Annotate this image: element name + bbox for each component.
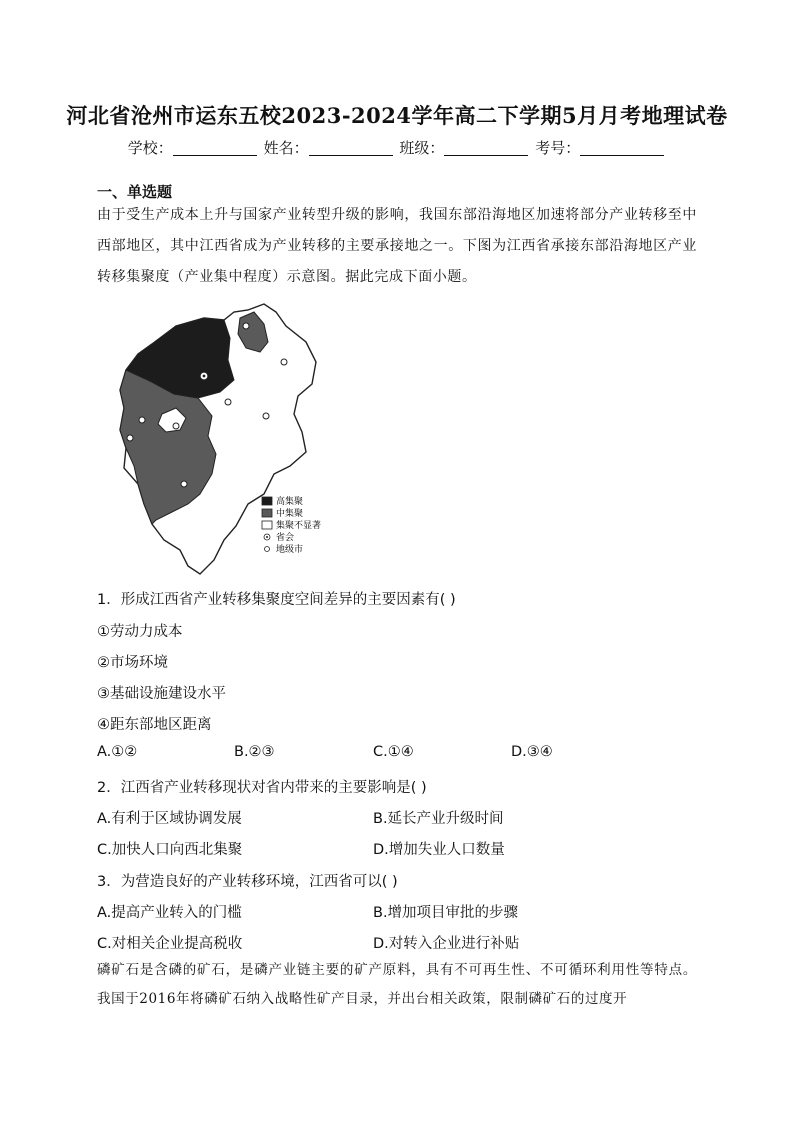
q1-option-b[interactable]: B.②③ — [234, 744, 275, 760]
school-blank[interactable] — [173, 141, 257, 156]
city-marker — [263, 413, 269, 419]
q1-item-4: ④距东部地区距离 — [97, 717, 212, 733]
q1-option-d[interactable]: D.③④ — [511, 744, 553, 760]
q3-option-c[interactable]: C.对相关企业提高税收 — [97, 936, 243, 952]
q3-options-row-2 — [97, 932, 717, 954]
q1-item-2: ②市场环境 — [97, 655, 168, 671]
q2-options-row-1 — [97, 807, 717, 829]
legend-low: 集聚不显著 — [276, 521, 322, 531]
class-blank[interactable] — [444, 141, 528, 156]
city-marker — [181, 481, 187, 487]
exam-number-label: 考号： — [535, 139, 581, 157]
map-legend — [262, 495, 321, 555]
school-label: 学校： — [127, 139, 173, 157]
section-heading: 一、单选题 — [97, 183, 173, 201]
q3-option-a[interactable]: A.提高产业转入的门槛 — [97, 905, 242, 921]
city-marker — [225, 399, 231, 405]
q2-option-d[interactable]: D.增加失业人口数量 — [373, 842, 505, 858]
q2-option-b[interactable]: B.延长产业升级时间 — [373, 811, 504, 827]
exam-number-blank[interactable] — [580, 141, 664, 156]
q1-option-c[interactable]: C.①④ — [373, 744, 414, 760]
class-label: 班级： — [399, 139, 445, 157]
question-1-stem: 1．形成江西省产业转移集聚度空间差异的主要因素有( ) — [97, 592, 456, 608]
q1-options — [97, 744, 717, 766]
q1-item-3: ③基础设施建设水平 — [97, 686, 226, 702]
legend-high: 高集聚 — [276, 497, 304, 507]
q3-option-d[interactable]: D.对转入企业进行补贴 — [373, 936, 520, 952]
q1-item-1: ①劳动力成本 — [97, 624, 183, 640]
question-3-stem: 3．为营造良好的产业转移环境，江西省可以( ) — [97, 874, 398, 890]
q2-option-a[interactable]: A.有利于区域协调发展 — [97, 811, 242, 827]
name-label: 姓名： — [263, 139, 309, 157]
legend-medium: 中集聚 — [276, 509, 304, 519]
name-blank[interactable] — [309, 141, 393, 156]
provincial-capital-dot — [203, 375, 206, 378]
q2-option-c[interactable]: C.加快人口向西北集聚 — [97, 842, 243, 858]
q3-option-b[interactable]: B.增加项目审批的步骤 — [373, 905, 519, 921]
jiangxi-map-figure — [116, 298, 331, 580]
passage-industry-transfer: 由于受生产成本上升与国家产业转型升级的影响，我国东部沿海地区加速将部分产业转移至中西部地区，其中江西省成为产业转移的主要承接地之一。下图为江西省承接东部沿海地区产业转移集聚度（产业集中程度）示意图。据此完成下面小题。 — [97, 207, 697, 285]
legend-capital: 省会 — [276, 533, 295, 543]
city-marker — [281, 359, 287, 365]
city-marker — [173, 423, 179, 429]
city-marker — [139, 417, 145, 423]
city-marker — [127, 435, 133, 441]
legend-city: 地级市 — [276, 545, 304, 555]
exam-title: 河北省沧州市运东五校2023-2024学年高二下学期5月月考地理试卷 — [66, 103, 728, 128]
passage-phosphate: 磷矿石是含磷的矿石，是磷产业链主要的矿产原料，具有不可再生性、不可循环利用性等特点。我国于2016年将磷矿石纳入战略性矿产目录，并出台相关政策，限制磷矿石的过度开 — [97, 962, 697, 1007]
q3-options-row-1 — [97, 901, 717, 923]
student-info-line — [0, 137, 794, 158]
q2-options-row-2 — [97, 838, 717, 860]
question-2-stem: 2．江西省产业转移现状对省内带来的主要影响是( ) — [97, 780, 427, 796]
city-marker — [243, 323, 249, 329]
q1-option-a[interactable]: A.①② — [97, 744, 138, 760]
